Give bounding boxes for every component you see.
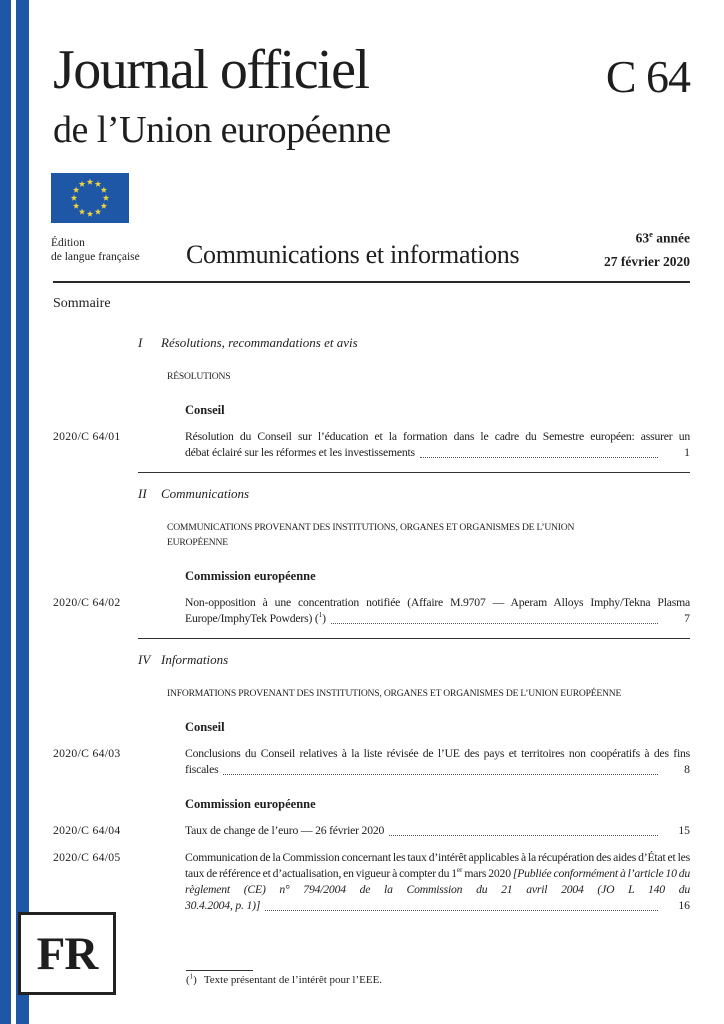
leader-dots [265,910,658,911]
year-number: 63 [635,230,650,246]
entry-body: Non-opposition à une concentration notifiée (Affaire M.9707 — Aperam Alloys Imphy/Tekna Plasma [185,596,690,609]
journal-subtitle: de l’Union européenne [53,109,391,151]
language-code: FR [36,927,98,980]
entry-text [185,823,690,839]
entry-body: Communication de la Commission concernant les taux d’intérêt applicables à la récupération des aides d’État et les taux de référence et d’actualisation, en vigueur à compter du 1er mars 2020 [Publiée conformément à l’article 10 du règlement (CE) n° 794/2004 de la Commission du 21 avril 2004 (JO L 140 du [185,851,691,896]
year-word: année [656,230,690,246]
sommaire-label: Sommaire [53,296,111,311]
leader-dots [420,457,658,458]
entry-last-line [185,611,690,627]
footnote-text: Texte présentant de l’intérêt pour l’EEE. [203,974,383,986]
toc-institution: Commission européenne [185,569,316,583]
toc-caps-heading [167,520,690,550]
entry-last-text: Europe/ImphyTek Powders) ($^1$) [185,610,326,625]
entry-last-text: 30.4.2004, p. 1)] [185,899,261,912]
page-number: 8 [684,763,690,776]
entry-body: Résolution du Conseil sur l’éducation et la formation dans le cadre du Semestre européen: assurer un [185,430,690,443]
section-title: Communications [161,486,250,501]
footnote-marker: ($^1$) [186,972,197,986]
toc-section-heading [53,485,690,502]
toc-institution: Conseil [185,720,225,734]
entry-text [185,746,690,778]
entry-text [185,429,690,461]
entry-ref: 2020/C 64/02 [53,596,121,609]
entry-text [185,595,690,627]
header-divider [53,281,690,283]
entry-last-line [185,898,690,914]
entry-text [185,850,690,914]
edition-line1: Édition [51,237,85,249]
page-number: 1 [684,446,690,459]
language-box [18,912,116,995]
caps-heading-line: INFORMATIONS PROVENANT DES INSTITUTIONS, ORGANES ET ORGANISMES DE L’UNION EUROPÉENNE [167,688,622,699]
section-title: Informations [161,652,229,667]
toc-entry [53,746,690,778]
section-numeral: I [138,335,143,350]
entry-last-text: fiscales [185,763,219,776]
leader-dots [223,774,658,775]
entry-last-line [185,445,690,461]
entry-ref: 2020/C 64/03 [53,747,121,760]
toc-entry [53,595,690,627]
footnote [186,974,382,986]
caps-heading-line: EUROPÉENNE [167,537,228,548]
issue-date: 27 février 2020 [604,254,690,269]
entry-ref: 2020/C 64/04 [53,824,121,837]
leader-dots [331,623,658,624]
entry-last-text: Taux de change de l’euro — 26 février 2020 [185,824,385,837]
toc-entry [53,429,690,461]
page-number: 15 [678,824,690,837]
eu-flag-icon [51,173,129,223]
edition-label [51,236,140,264]
toc-institution: Commission européenne [185,797,316,811]
page-number: 7 [684,612,690,625]
issue-number: C 64 [605,51,690,102]
entry-ref: 2020/C 64/01 [53,430,121,443]
toc-caps-heading [167,369,690,384]
leader-dots [389,835,658,836]
caps-heading-line: RÉSOLUTIONS [167,371,231,382]
toc-divider [138,472,690,473]
left-accent-bar-outer [0,0,11,1024]
entry-last-line [185,823,690,839]
entry-last-line [185,762,690,778]
toc-divider [138,638,690,639]
section-title: Résolutions, recommandations et avis [161,335,358,350]
footnote-divider [186,970,253,971]
section-numeral: IV [138,652,151,667]
toc-caps-heading [167,686,690,701]
section-numeral: II [138,486,147,501]
year-label [636,229,690,247]
journal-title: Journal officiel [53,39,369,101]
left-accent-bar-inner [16,0,29,1024]
caps-heading-line: COMMUNICATIONS PROVENANT DES INSTITUTIONS, ORGANES ET ORGANISMES DE L’UNION [167,522,575,533]
series-kind: Communications et informations [186,240,520,269]
toc-section-heading [53,651,690,668]
edition-line2: de langue française [51,251,140,263]
toc-entry [53,823,690,839]
table-of-contents [53,328,690,914]
page-number: 16 [678,899,690,912]
toc-section-heading [53,334,690,351]
year-ordinal-suffix: e [649,229,653,239]
entry-ref: 2020/C 64/05 [53,851,121,864]
entry-last-text: débat éclairé sur les réformes et les investissements [185,446,415,459]
entry-body: Conclusions du Conseil relatives à la liste révisée de l’UE des pays et territoires non coopératifs à des fins [185,747,690,760]
toc-institution: Conseil [185,403,225,417]
toc-entry [53,850,690,914]
